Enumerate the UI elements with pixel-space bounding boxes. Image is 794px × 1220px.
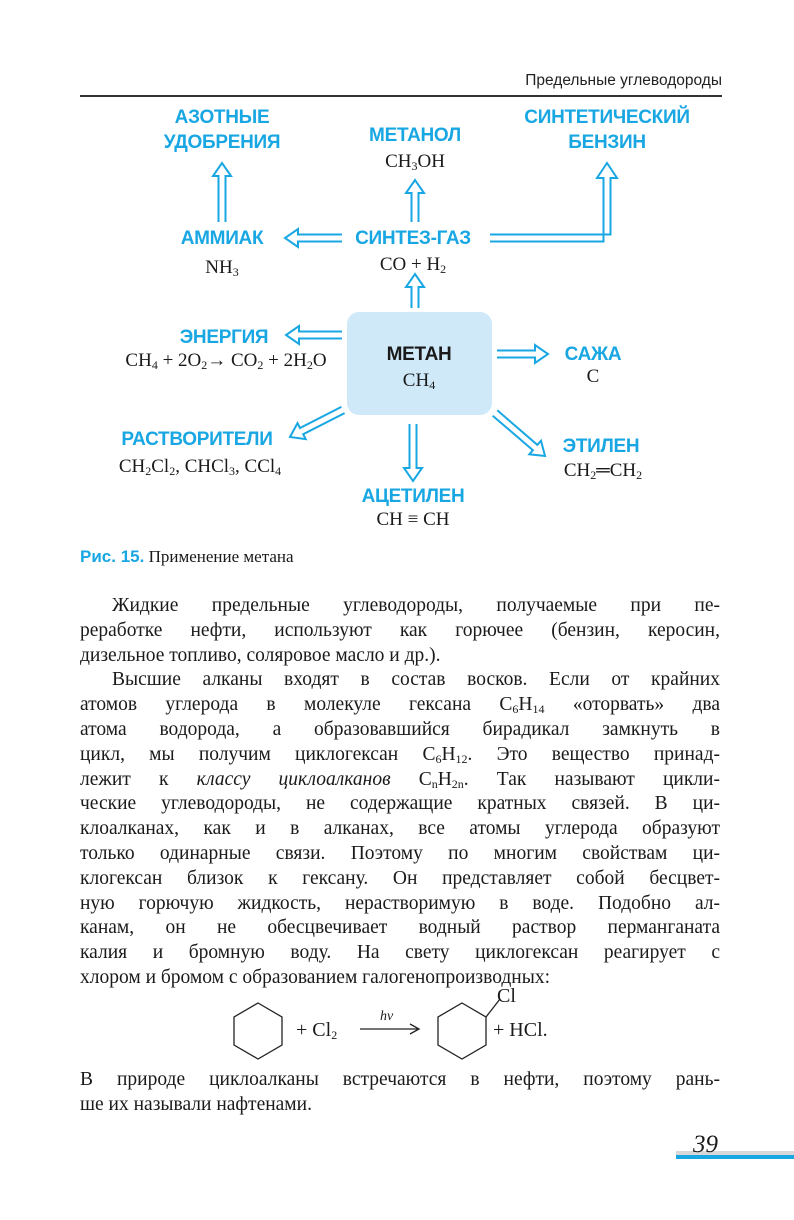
text-run: → CO: [207, 350, 258, 371]
text-run: дизельное топливо, соляровое масло и др.).: [80, 644, 441, 666]
reaction-product: + HCl.: [493, 1019, 548, 1041]
formula-acetylene: [376, 509, 449, 531]
arrow-syngas-to-methanol: [406, 180, 424, 222]
subscript: 2: [636, 468, 643, 482]
text-run: канам, он не обесцвечивает водный раствор перманганата: [80, 917, 720, 939]
text-run: Высшие алканы входят в состав восков. Если от крайних: [112, 669, 720, 691]
text-line: [80, 1068, 720, 1093]
subscript: 6: [435, 751, 442, 766]
arrow-methane-to-acetylene: [404, 424, 422, 481]
text-run: реработке нефти, используют как горючее (бензин, керосин,: [80, 619, 720, 641]
text-run: H: [441, 743, 456, 765]
text-line: [80, 619, 720, 644]
text-line: [80, 867, 720, 892]
label-syngas: СИНТЕЗ-ГАЗ: [355, 228, 471, 249]
text-run: , CCl: [235, 456, 276, 477]
label-acetylene: АЦЕТИЛЕН: [361, 486, 465, 507]
label-line: СИНТЕТИЧЕСКИЙ: [524, 107, 690, 128]
formula-methane: [403, 370, 435, 392]
label-line: УДОБРЕНИЯ: [163, 132, 281, 153]
subscript: 2: [145, 464, 152, 478]
text-line: [80, 644, 720, 669]
arrow-methane-to-energy: [286, 326, 342, 344]
text-run: клоалканах, как и в алканах, все атомы углерода образуют: [80, 818, 720, 840]
text-run: CH: [125, 350, 152, 371]
text-run: CH: [385, 151, 412, 172]
text-run: В природе циклоалканы встречаются в нефти, поэтому рань-: [80, 1069, 720, 1090]
arrow-methane-to-syngas: [406, 274, 424, 308]
arrow-methane-to-soot: [497, 345, 548, 363]
text-run: хлором и бромом с образованием галогенопроизводных:: [80, 966, 551, 988]
text-run: + 2O: [157, 350, 202, 371]
arrow-methane-to-solvents: [290, 407, 345, 439]
label-solvents: РАСТВОРИТЕЛИ: [121, 429, 273, 450]
text-line: [80, 594, 720, 619]
subscript: 4: [151, 358, 158, 372]
subscript: 2: [590, 468, 597, 482]
text-run: CH: [563, 460, 591, 481]
formula-solvents: [119, 456, 281, 478]
label-ammonia: АММИАК: [180, 228, 264, 249]
text-line: [80, 718, 720, 743]
page-number: 39: [693, 1131, 718, 1158]
label-ethylene: ЭТИЛЕН: [562, 436, 640, 457]
text-run: «оторвать» два: [544, 694, 720, 716]
cyclohexane-ring: [234, 1003, 282, 1059]
subscript: 3: [232, 265, 239, 279]
text-run: . Это вещество принад-: [467, 743, 720, 765]
text-line: [80, 668, 720, 693]
formula-syngas: [380, 254, 446, 276]
chlorocyclohexane-ring: [438, 1003, 486, 1059]
arrow-syngas-to-ammonia: [285, 229, 342, 247]
text-run: калия и бромную воду. На свету циклогексан реагирует с: [80, 942, 720, 964]
subscript: 12: [455, 751, 468, 766]
text-run: ═CH: [596, 460, 637, 481]
text-run: CO + H: [379, 254, 441, 275]
subscript: 2n: [451, 776, 464, 791]
text-line: [80, 941, 720, 966]
text-line: [80, 792, 720, 817]
subscript: 2: [169, 464, 176, 478]
text-run: лежит к: [80, 768, 197, 790]
label-energy: ЭНЕРГИЯ: [179, 327, 269, 348]
text-run: CH: [402, 370, 430, 391]
text-run: цикл, мы получим циклогексан C: [80, 743, 436, 765]
text-run: C: [390, 768, 432, 790]
text-run: + 2H: [263, 350, 307, 371]
label-line: АЗОТНЫЕ: [174, 107, 270, 128]
chlorination-reaction-scheme: [0, 985, 794, 1065]
subscript: 3: [229, 464, 236, 478]
subscript: 2: [331, 1028, 338, 1042]
arrow-methane-to-ethylene: [493, 410, 545, 456]
label-soot: САЖА: [564, 344, 622, 365]
subscript: 2: [440, 262, 447, 276]
text-line: [80, 768, 720, 793]
text-run: . Так называют цикли-: [463, 768, 720, 790]
text-run: CH: [118, 456, 146, 477]
subscript: 2: [257, 358, 264, 372]
label-fertilizers: [164, 105, 281, 155]
text-run: H: [518, 694, 533, 716]
formula-methanol: [385, 151, 445, 173]
text-line: [80, 1093, 720, 1118]
formula-soot: [587, 366, 600, 388]
text-run: ческие углеводороды, не содержащие кратных связей. В ци-: [80, 793, 720, 815]
label-methane: МЕТАН: [386, 344, 452, 365]
subscript: 2: [201, 358, 208, 372]
formula-ethylene: [564, 460, 642, 482]
subscript: n: [431, 776, 438, 791]
text-run: атомов углерода в молекуле гексана C: [80, 694, 513, 716]
body-text: [80, 594, 720, 991]
arrow-syngas-to-gasoline: [490, 163, 617, 242]
text-line: [80, 842, 720, 867]
text-run: O: [312, 350, 327, 371]
text-run: Cl: [151, 456, 170, 477]
text-run: только одинарные связи. Поэтому по многим свойствам ци-: [80, 842, 720, 864]
italic-term: классу циклоалканов: [196, 768, 391, 790]
label-synthetic-gasoline: [524, 105, 689, 155]
formula-combustion: [125, 350, 326, 372]
figure-caption: [80, 547, 294, 567]
closing-text: [80, 1068, 720, 1118]
text-run: клогексан близок к гексану. Он представляет собой бесцвет-: [80, 867, 720, 889]
text-run: CH ≡ CH: [376, 509, 450, 530]
label-line: БЕНЗИН: [568, 132, 646, 153]
subscript: 3: [411, 159, 418, 173]
subscript: 6: [512, 702, 519, 717]
text-run: Жидкие предельные углеводороды, получаемые при пе-: [112, 595, 720, 616]
text-line: [80, 693, 720, 718]
text-run: , CHCl: [175, 456, 230, 477]
text-line: [80, 817, 720, 842]
arrow-ammonia-to-fertilizers: [213, 163, 231, 222]
subscript: 14: [532, 702, 545, 717]
label-methanol: МЕТАНОЛ: [369, 125, 461, 146]
text-run: ную горючую жидкость, нерастворимую в воде. Подобно ал-: [80, 892, 720, 914]
substituent-chlorine: Cl: [497, 985, 516, 1007]
text-run: OH: [417, 151, 445, 172]
subscript: 4: [275, 464, 282, 478]
subscript: 2: [306, 358, 313, 372]
formula-ammonia: [205, 257, 238, 279]
text-line: [80, 743, 720, 768]
text-run: атома водорода, а образовавшийся бирадикал замкнуть в: [80, 718, 720, 740]
reagent-text: + Cl: [296, 1019, 332, 1041]
text-line: [80, 892, 720, 917]
running-header: Предельные углеводороды: [525, 72, 722, 89]
figure-number: Рис. 15.: [80, 547, 145, 566]
text-line: [80, 916, 720, 941]
text-run: C: [586, 366, 600, 387]
figure-title: Применение метана: [144, 547, 294, 566]
subscript: 4: [429, 378, 436, 392]
text-run: H: [437, 768, 452, 790]
reaction-condition: hν: [380, 1009, 394, 1024]
text-run: ше их называли нафтенами.: [80, 1093, 312, 1115]
reagent-chlorine: [296, 1019, 337, 1042]
text-run: NH: [205, 257, 233, 278]
